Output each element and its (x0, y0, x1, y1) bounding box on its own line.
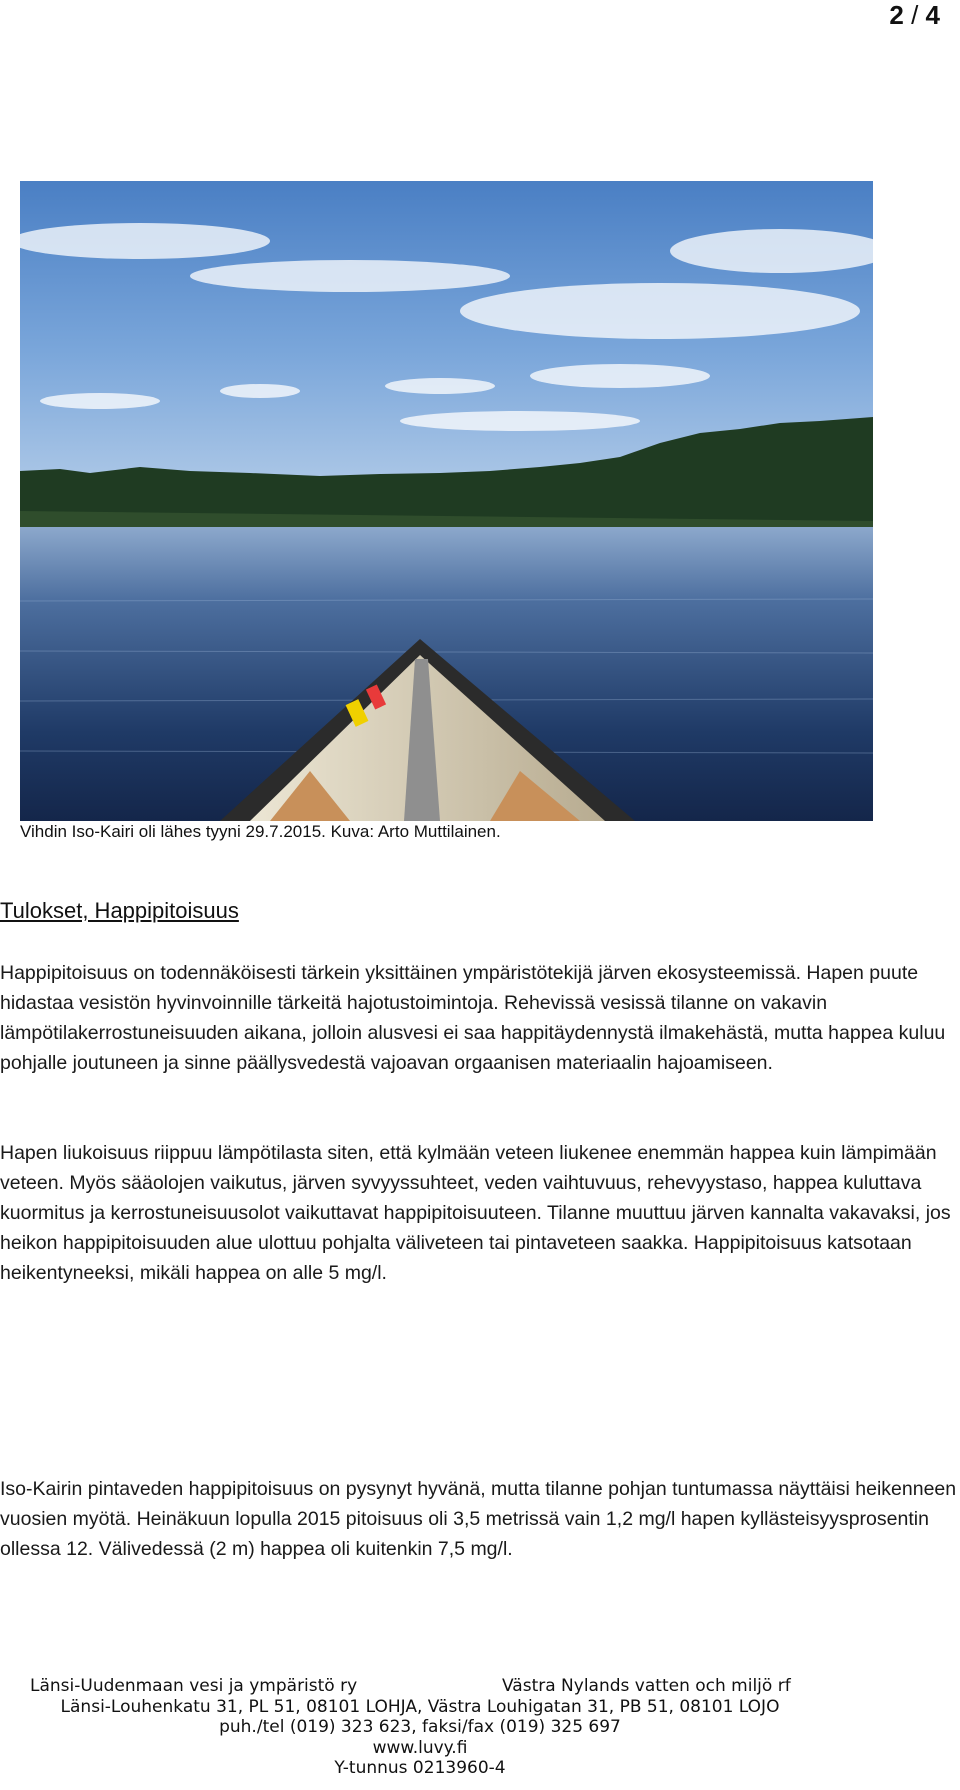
footer-phone: puh./tel (019) 323 623, faksi/fax (019) 325 697 (219, 1717, 621, 1737)
paragraph-oxygen-importance: Happipitoisuus on todennäköisesti tärkein yksittäinen ympäristötekijä järven ekosysteemissä. Hapen puute hidastaa vesistön hyvinvoinnille tärkeitä hajotustoimintoja. Rehevissä vesissä tilanne on vakavin lämpötilakerrostuneisuuden aikana, jolloin alusvesi ei saa happitäydennystä ilmakehästä, mutta happea kuluu pohjalle joutuneen ja sinne päällysvedestä vajoavan orgaanisen materiaalin hajoamiseen. (0, 962, 946, 1074)
footer (0, 1676, 960, 1779)
paragraph-iso-kairi-results: Iso-Kairin pintaveden happipitoisuus on pysynyt hyvänä, mutta tilanne pohjan tuntumassa näyttäisi heikenneen vuosien myötä. Heinäkuun lopulla 2015 pitoisuus oli 3,5 metrissä vain 1,2 mg/l hapen kyllästeisyysprosentin ollessa 12. Välivedessä (2 m) happea oli kuitenkin 7,5 mg/l. (0, 1478, 957, 1560)
footer-address: Länsi-Louhenkatu 31, PL 51, 08101 LOHJA, Västra Louhigatan 31, PB 51, 08101 LOJO (60, 1696, 780, 1717)
page-current: 2 (889, 0, 904, 30)
lake-photo (20, 181, 873, 821)
page-separator: / (911, 0, 919, 30)
footer-org-fi: Länsi-Uudenmaan vesi ja ympäristö ry (30, 1676, 358, 1696)
footer-website[interactable]: www.luvy.fi (372, 1737, 468, 1758)
footer-org-row (0, 1676, 960, 1697)
footer-business-id: Y-tunnus 0213960-4 (334, 1758, 506, 1778)
page-number (889, 0, 940, 31)
footer-org-sv: Västra Nylands vatten och miljö rf (502, 1676, 791, 1696)
page-total: 4 (925, 0, 940, 30)
section-heading: Tulokset, Happipitoisuus (0, 898, 239, 923)
paragraph-oxygen-solubility: Hapen liukoisuus riippuu lämpötilasta siten, että kylmään veteen liukenee enemmän happea kuin lämpimään veteen. Myös sääolojen vaikutus, järven syvyyssuhteet, veden vaihtuvuus, rehevyystaso, happea kuluttava kuormitus ja kerrostuneisuusolot vaikuttavat happipitoisuuteen. Tilanne muuttuu järven kannalta vakavaksi, jos heikon happipitoisuuden alue ulottuu pohjalta väliveteen tai pintaveteen saakka. Happipitoisuus katsotaan heikentyneeksi, mikäli happea on alle 5 mg/l. (0, 1142, 951, 1284)
photo-caption: Vihdin Iso-Kairi oli lähes tyyni 29.7.2015. Kuva: Arto Muttilainen. (20, 822, 501, 841)
